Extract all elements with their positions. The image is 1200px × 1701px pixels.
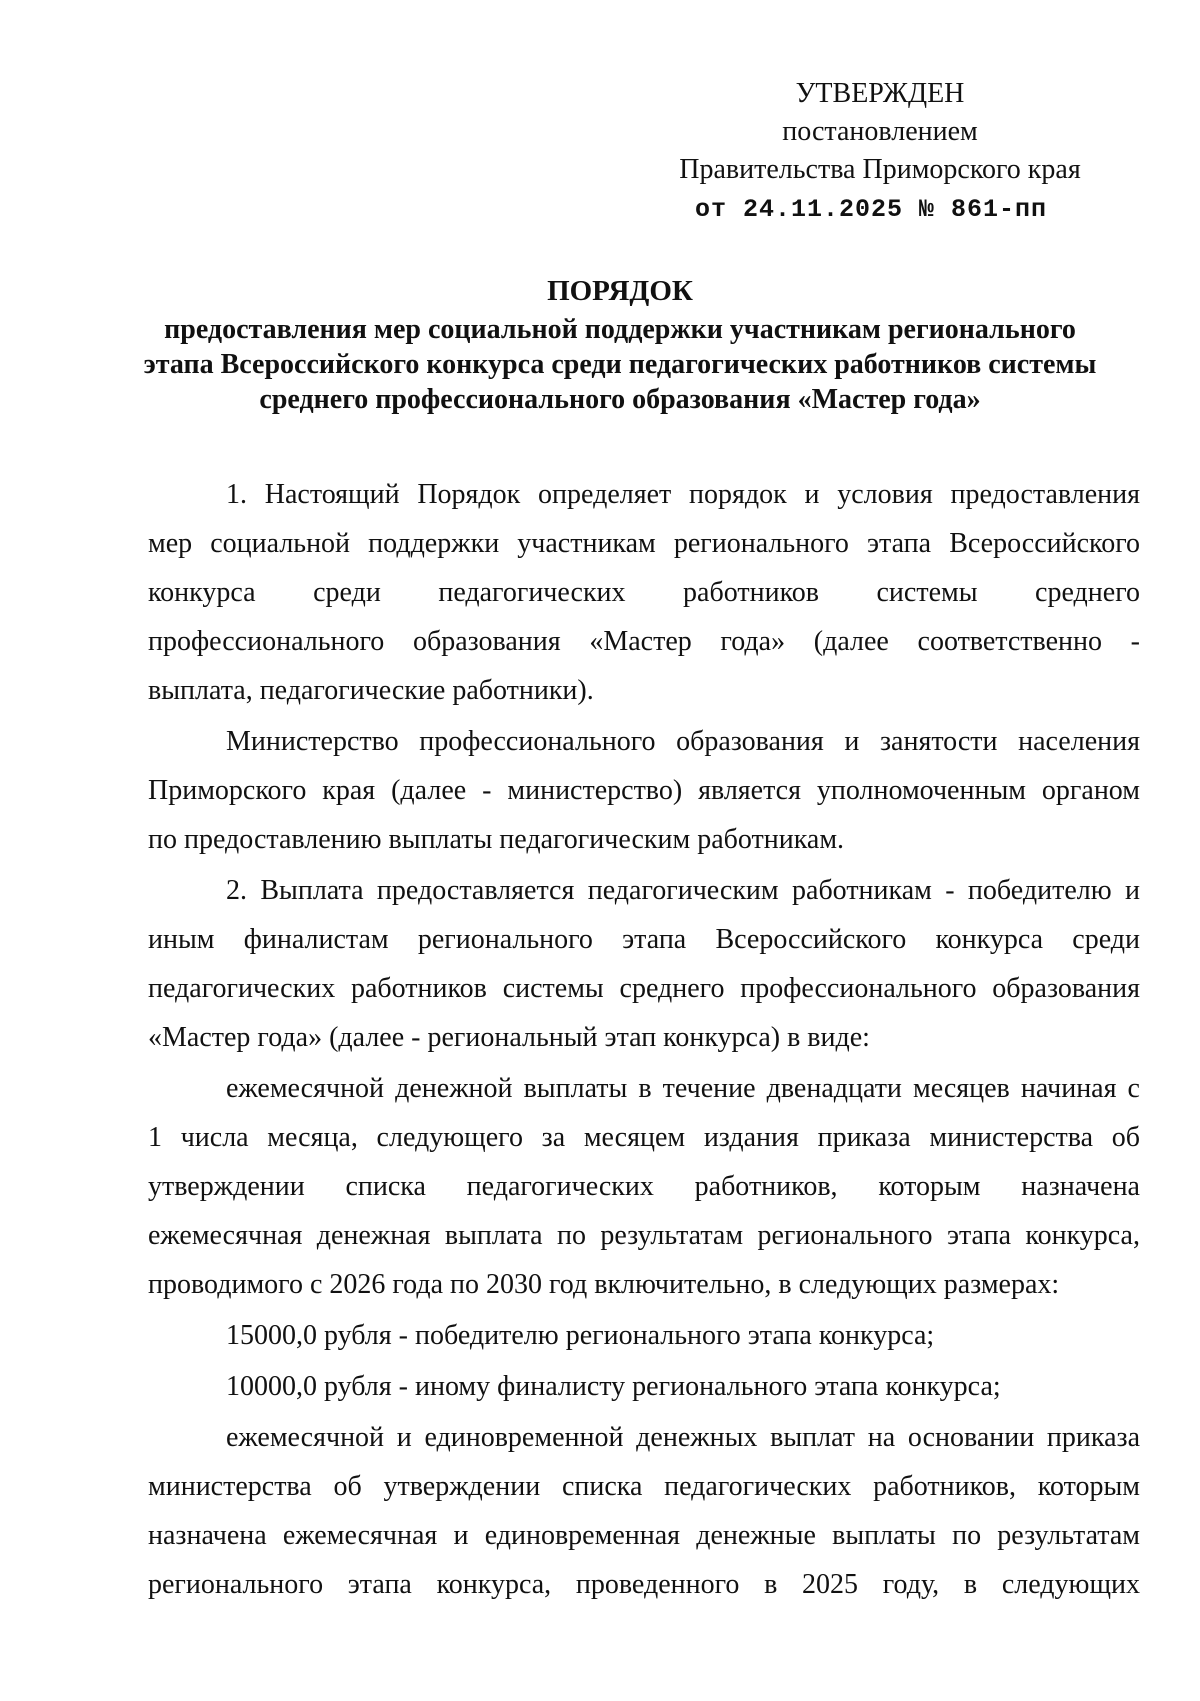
document-body	[148, 470, 1140, 1611]
approval-authority: Правительства Приморского края	[679, 154, 1081, 185]
paragraph-3	[148, 866, 1140, 1062]
text-line: выплата, педагогические работники).	[148, 675, 594, 706]
text-line: ежемесячной и единовременной денежных выплат на основании приказа	[226, 1422, 1140, 1453]
text-line: ежемесячная денежная выплата по результатам регионального этапа конкурса,	[148, 1220, 1140, 1251]
text-line: 15000,0 рубля - победителю регионального этапа конкурса;	[226, 1320, 935, 1351]
text-line: 10000,0 рубля - иному финалисту регионального этапа конкурса;	[226, 1371, 1001, 1402]
text-line: 1 числа месяца, следующего за месяцем издания приказа министерства об	[148, 1122, 1140, 1153]
title-line-2: этапа Всероссийского конкурса среди педагогических работников системы	[143, 349, 1097, 380]
text-line: педагогических работников системы среднего профессионального образования	[148, 973, 1140, 1004]
text-line: проводимого с 2026 года по 2030 год включительно, в следующих размерах:	[148, 1269, 1060, 1300]
text-line: назначена ежемесячная и единовременная денежные выплаты по результатам	[148, 1520, 1140, 1551]
text-line: регионального этапа конкурса, проведенного в 2025 году, в следующих	[148, 1569, 1140, 1600]
paragraph-7	[148, 1413, 1140, 1609]
text-line: утверждении списка педагогических работников, которым назначена	[148, 1171, 1140, 1202]
title-line-3: среднего профессионального образования «Мастер года»	[259, 384, 981, 415]
text-line: министерства об утверждении списка педагогических работников, которым	[148, 1471, 1140, 1502]
paragraph-4	[148, 1064, 1140, 1309]
text-line: Приморского края (далее - министерство) является уполномоченным органом	[148, 775, 1140, 806]
text-line: Министерство профессионального образования и занятости населения	[226, 726, 1140, 757]
paragraph-1	[148, 470, 1140, 715]
paragraph-6	[148, 1362, 1140, 1411]
approval-title: УТВЕРЖДЕН	[795, 78, 965, 109]
title-line-1: предоставления мер социальной поддержки участникам регионального	[164, 314, 1076, 345]
text-line: по предоставлению выплаты педагогическим работникам.	[148, 824, 845, 855]
text-line: конкурса среди педагогических работников системы среднего	[148, 577, 1140, 608]
text-line: «Мастер года» (далее - региональный этап конкурса) в виде:	[148, 1022, 870, 1053]
document-title	[100, 272, 1140, 417]
text-line: 1. Настоящий Порядок определяет порядок и условия предоставления	[226, 479, 1140, 510]
text-line: мер социальной поддержки участникам регионального этапа Всероссийского	[148, 528, 1140, 559]
approval-date-number-stamp: от 24.11.2025 № 861-пп	[695, 195, 1048, 224]
title-heading: ПОРЯДОК	[547, 275, 693, 307]
paragraph-2	[148, 717, 1140, 864]
text-line: 2. Выплата предоставляется педагогическим работникам - победителю и	[226, 875, 1140, 906]
text-line: профессионального образования «Мастер года» (далее соответственно -	[148, 626, 1140, 657]
approval-block	[640, 75, 1120, 229]
paragraph-5	[148, 1311, 1140, 1360]
approval-decree-label: постановлением	[782, 116, 978, 147]
text-line: иным финалистам регионального этапа Всероссийского конкурса среди	[148, 924, 1140, 955]
text-line: ежемесячной денежной выплаты в течение двенадцати месяцев начиная с	[226, 1073, 1140, 1104]
